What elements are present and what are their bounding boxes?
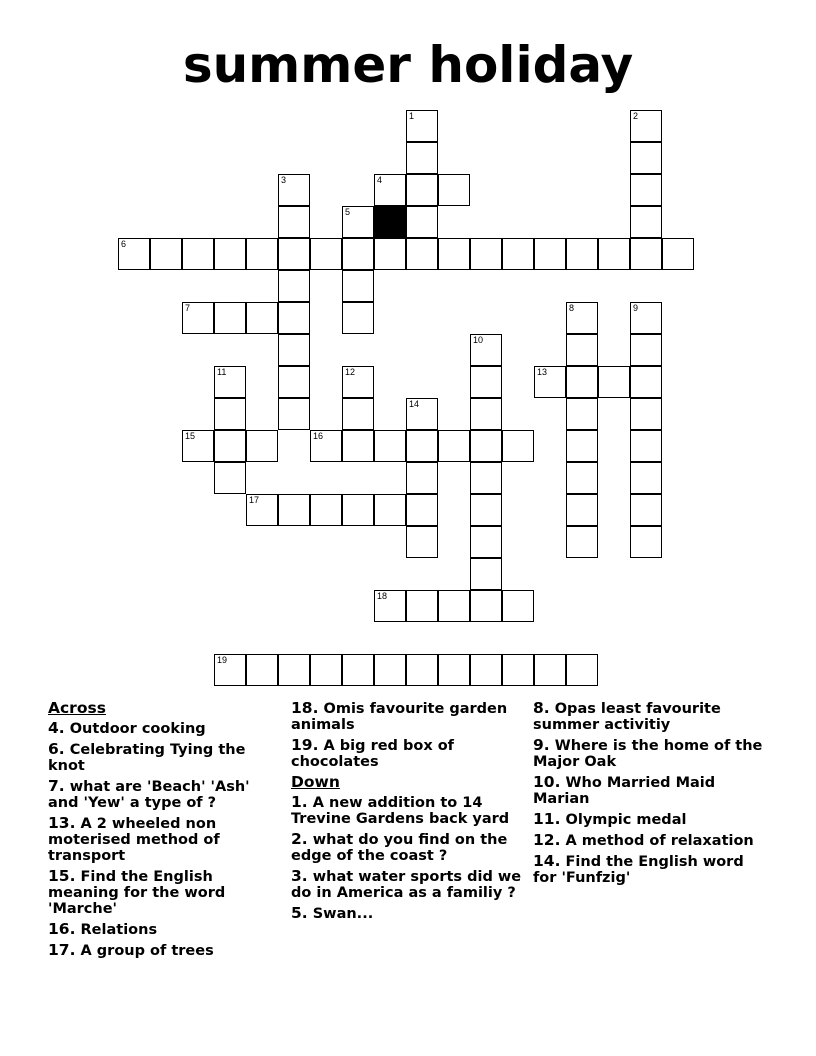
grid-cell[interactable] [406, 462, 438, 494]
grid-cell[interactable] [182, 430, 214, 462]
grid-cell[interactable] [470, 462, 502, 494]
grid-cell[interactable] [342, 430, 374, 462]
grid-cell[interactable] [566, 398, 598, 430]
clue-number: 12. [533, 831, 561, 849]
grid-cell[interactable] [470, 334, 502, 366]
grid-cell[interactable] [438, 654, 470, 686]
grid-cell[interactable] [566, 238, 598, 270]
clue-text: A 2 wheeled non moterised method of transport [48, 816, 220, 864]
clue-text: Who Married Maid Marian [533, 775, 716, 807]
clue-text: A method of relaxation [560, 833, 754, 849]
grid-cell[interactable] [566, 654, 598, 686]
grid-cell[interactable] [438, 238, 470, 270]
cell-number: 9 [633, 303, 639, 313]
grid-cell[interactable] [278, 494, 310, 526]
clue-across [48, 815, 280, 864]
grid-cell[interactable] [278, 206, 310, 238]
grid-cell[interactable] [246, 494, 278, 526]
grid-cell[interactable] [406, 206, 438, 238]
grid-cell[interactable] [630, 334, 662, 366]
grid-cell[interactable] [470, 558, 502, 590]
clue-number: 14. [533, 852, 561, 870]
grid-cell[interactable] [470, 238, 502, 270]
clue-across [48, 778, 280, 811]
grid-cell[interactable] [342, 654, 374, 686]
grid-cell[interactable] [630, 174, 662, 206]
clue-text: A big red box of chocolates [291, 738, 454, 770]
clue-across [48, 942, 280, 959]
grid-cell[interactable] [566, 430, 598, 462]
grid-cell[interactable] [310, 654, 342, 686]
grid-cell[interactable] [214, 430, 246, 462]
grid-cell[interactable] [470, 494, 502, 526]
grid-cell[interactable] [214, 398, 246, 430]
grid-cell[interactable] [630, 494, 662, 526]
grid-cell[interactable] [214, 302, 246, 334]
grid-cell[interactable] [374, 590, 406, 622]
grid-cell[interactable] [406, 654, 438, 686]
clue-text: Find the English meaning for the word 'Marche' [48, 869, 226, 917]
grid-cell[interactable] [406, 494, 438, 526]
cell-number: 6 [121, 239, 127, 249]
clue-text: Find the English word for 'Funfzig' [533, 854, 744, 886]
cell-number: 19 [217, 655, 228, 665]
clue-number: 19. [291, 736, 319, 754]
clue-down [291, 831, 523, 864]
grid-cell[interactable] [470, 654, 502, 686]
clue-text: Relations [75, 922, 158, 938]
grid-cell[interactable] [342, 494, 374, 526]
grid-cell[interactable] [534, 654, 566, 686]
clue-text: Omis favourite garden animals [291, 701, 508, 733]
grid-cell[interactable] [246, 430, 278, 462]
clue-text: Olympic medal [560, 812, 687, 828]
grid-cell[interactable] [278, 174, 310, 206]
grid-cell[interactable] [630, 366, 662, 398]
grid-cell[interactable] [342, 270, 374, 302]
clue-number: 6. [48, 740, 65, 758]
grid-cell[interactable] [374, 238, 406, 270]
cell-number: 8 [569, 303, 575, 313]
clue-down [291, 868, 523, 901]
grid-cell[interactable] [310, 430, 342, 462]
grid-cell[interactable] [630, 110, 662, 142]
black-cell [374, 206, 406, 238]
grid-cell[interactable] [150, 238, 182, 270]
clue-across [291, 737, 523, 770]
clue-number: 13. [48, 814, 76, 832]
clue-down [291, 794, 523, 827]
grid-cell[interactable] [342, 302, 374, 334]
grid-cell[interactable] [502, 430, 534, 462]
cell-number: 7 [185, 303, 191, 313]
grid-cell[interactable] [630, 302, 662, 334]
grid-cell[interactable] [470, 398, 502, 430]
grid-cell[interactable] [630, 430, 662, 462]
grid-cell[interactable] [438, 590, 470, 622]
grid-cell[interactable] [630, 238, 662, 270]
cell-number: 4 [377, 175, 383, 185]
grid-cell[interactable] [214, 366, 246, 398]
clue-number: 8. [533, 699, 550, 717]
grid-cell[interactable] [406, 526, 438, 558]
clue-section-heading: Across [48, 699, 106, 717]
grid-cell[interactable] [566, 526, 598, 558]
grid-cell[interactable] [214, 462, 246, 494]
grid-cell[interactable] [278, 654, 310, 686]
grid-cell[interactable] [310, 494, 342, 526]
clue-text: A new addition to 14 Trevine Gardens back yard [291, 795, 510, 827]
cell-number: 3 [281, 175, 287, 185]
grid-cell[interactable] [278, 398, 310, 430]
clue-text: Opas least favourite summer activitiy [533, 701, 721, 733]
grid-cell[interactable] [310, 238, 342, 270]
grid-cell[interactable] [374, 654, 406, 686]
grid-cell[interactable] [406, 398, 438, 430]
clue-down [533, 737, 765, 770]
clue-across [291, 700, 523, 733]
cell-number: 14 [409, 399, 420, 409]
clue-number: 9. [533, 736, 550, 754]
clue-text: what are 'Beach' 'Ash' and 'Yew' a type of ? [48, 779, 250, 811]
clue-across [48, 720, 280, 737]
clue-column-2 [291, 700, 523, 926]
grid-cell[interactable] [246, 238, 278, 270]
grid-cell[interactable] [566, 302, 598, 334]
clue-text: Where is the home of the Major Oak [533, 738, 763, 770]
grid-cell[interactable] [214, 238, 246, 270]
clue-number: 2. [291, 830, 308, 848]
grid-cell[interactable] [342, 238, 374, 270]
grid-cell[interactable] [278, 366, 310, 398]
clue-text: Celebrating Tying the knot [48, 742, 246, 774]
clue-across [48, 921, 280, 938]
cell-number: 17 [249, 495, 260, 505]
grid-cell[interactable] [342, 206, 374, 238]
grid-cell[interactable] [534, 238, 566, 270]
grid-cell[interactable] [470, 430, 502, 462]
grid-cell[interactable] [406, 590, 438, 622]
grid-cell[interactable] [278, 270, 310, 302]
clue-across [48, 868, 280, 917]
grid-cell[interactable] [406, 430, 438, 462]
grid-cell[interactable] [470, 590, 502, 622]
cell-number: 1 [409, 111, 415, 121]
grid-cell[interactable] [374, 494, 406, 526]
clue-text: what water sports did we do in America as a familiy ? [291, 869, 522, 901]
grid-cell[interactable] [118, 238, 150, 270]
clue-down [533, 853, 765, 886]
clue-number: 1. [291, 793, 308, 811]
cell-number: 10 [473, 335, 484, 345]
grid-cell[interactable] [438, 430, 470, 462]
grid-cell[interactable] [214, 654, 246, 686]
clue-number: 5. [291, 904, 308, 922]
grid-cell[interactable] [470, 366, 502, 398]
grid-cell[interactable] [566, 462, 598, 494]
clue-number: 16. [48, 920, 76, 938]
grid-cell[interactable] [406, 174, 438, 206]
grid-cell[interactable] [502, 654, 534, 686]
clue-number: 18. [291, 699, 319, 717]
grid-cell[interactable] [278, 334, 310, 366]
clue-column-3 [533, 700, 765, 890]
clue-down [533, 832, 765, 849]
grid-cell[interactable] [534, 366, 566, 398]
grid-cell[interactable] [182, 238, 214, 270]
grid-cell[interactable] [406, 110, 438, 142]
grid-cell[interactable] [278, 238, 310, 270]
clue-number: 3. [291, 867, 308, 885]
grid-cell[interactable] [246, 302, 278, 334]
clue-text: A group of trees [75, 943, 214, 959]
grid-cell[interactable] [502, 238, 534, 270]
clue-number: 11. [533, 810, 561, 828]
grid-cell[interactable] [566, 334, 598, 366]
grid-cell[interactable] [598, 366, 630, 398]
grid-cell[interactable] [374, 174, 406, 206]
cell-number: 13 [537, 367, 548, 377]
grid-cell[interactable] [630, 526, 662, 558]
clue-number: 7. [48, 777, 65, 795]
clue-down [291, 905, 523, 922]
clue-number: 10. [533, 773, 561, 791]
cell-number: 15 [185, 431, 196, 441]
grid-cell[interactable] [662, 238, 694, 270]
clue-number: 15. [48, 867, 76, 885]
clue-across [48, 741, 280, 774]
cell-number: 16 [313, 431, 324, 441]
grid-cell[interactable] [630, 462, 662, 494]
cell-number: 18 [377, 591, 388, 601]
grid-cell[interactable] [342, 366, 374, 398]
clue-section-heading: Down [291, 773, 340, 791]
clue-number: 4. [48, 719, 65, 737]
cell-number: 5 [345, 207, 351, 217]
clue-text: Swan... [307, 906, 374, 922]
grid-cell[interactable] [630, 206, 662, 238]
clue-text: what do you find on the edge of the coast ? [291, 832, 508, 864]
grid-cell[interactable] [278, 302, 310, 334]
grid-cell[interactable] [566, 366, 598, 398]
cell-number: 12 [345, 367, 356, 377]
grid-cell[interactable] [630, 142, 662, 174]
clue-down [533, 811, 765, 828]
grid-cell[interactable] [246, 654, 278, 686]
grid-cell[interactable] [342, 398, 374, 430]
clue-number: 17. [48, 941, 76, 959]
clue-down [533, 700, 765, 733]
grid-cell[interactable] [374, 430, 406, 462]
cell-number: 2 [633, 111, 639, 121]
grid-cell[interactable] [406, 238, 438, 270]
cell-number: 11 [217, 367, 227, 377]
grid-cell[interactable] [598, 238, 630, 270]
clue-column-1 [48, 700, 280, 963]
grid-cell[interactable] [470, 526, 502, 558]
clue-text: Outdoor cooking [64, 721, 206, 737]
grid-cell[interactable] [406, 142, 438, 174]
grid-cell[interactable] [502, 590, 534, 622]
puzzle-title: summer holiday [182, 36, 634, 94]
grid-cell[interactable] [182, 302, 214, 334]
grid-cell[interactable] [630, 398, 662, 430]
grid-cell[interactable] [438, 174, 470, 206]
clue-down [533, 774, 765, 807]
grid-cell[interactable] [566, 494, 598, 526]
